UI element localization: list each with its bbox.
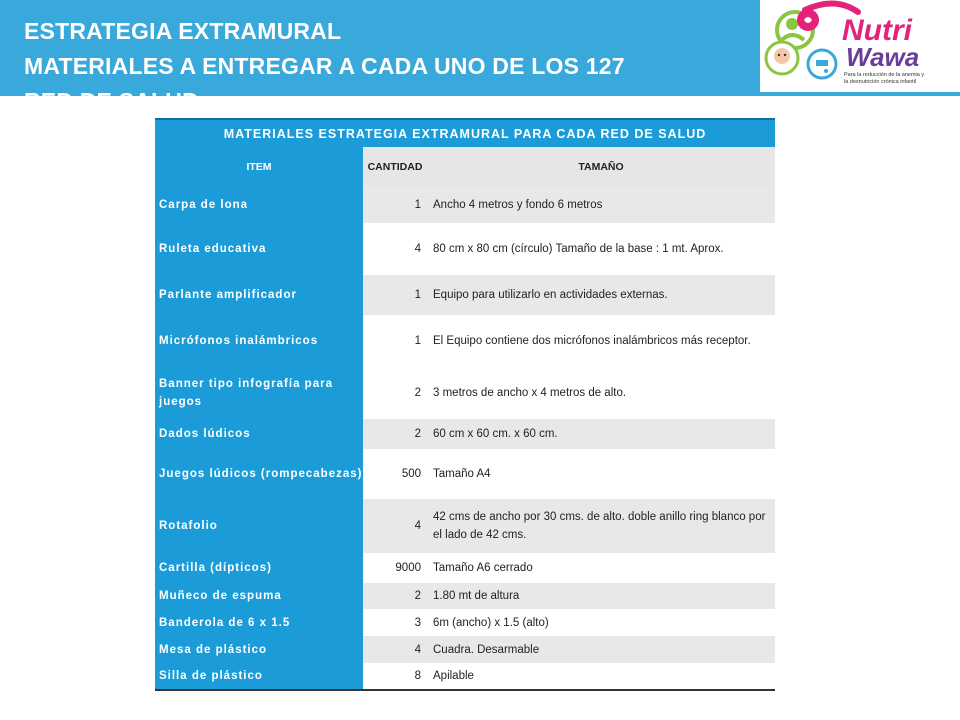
- table-row: [155, 315, 775, 367]
- row-size: 80 cm x 80 cm (círculo) Tamaño de la base : 1 mt. Aprox.: [427, 223, 775, 275]
- row-item: Banner tipo infografía para juegos: [155, 367, 363, 419]
- row-quantity: 2: [363, 583, 427, 609]
- row-quantity: 3: [363, 609, 427, 636]
- row-quantity: 500: [363, 449, 427, 499]
- row-quantity: 1: [363, 275, 427, 315]
- logo-tagline-2: la desnutrición crónica infantil: [844, 79, 917, 85]
- row-item: Ruleta educativa: [155, 223, 363, 275]
- row-item: Dados lúdicos: [155, 419, 363, 449]
- slide-title-line-2: MATERIALES A ENTREGAR A CADA UNO DE LOS 127: [24, 53, 625, 79]
- row-item: Rotafolio: [155, 499, 363, 553]
- row-quantity: 9000: [363, 553, 427, 583]
- row-item: Mesa de plástico: [155, 636, 363, 663]
- slide-title-line-1: ESTRATEGIA EXTRAMURAL: [24, 18, 342, 44]
- row-size: Apilable: [427, 663, 775, 690]
- logo-tagline-1: Para la reducción de la anemia y: [844, 72, 925, 78]
- row-size: Tamaño A6 cerrado: [427, 553, 775, 583]
- row-size: 3 metros de ancho x 4 metros de alto.: [427, 367, 775, 419]
- row-item: Banderola de 6 x 1.5: [155, 609, 363, 636]
- nutriwawa-logo: [760, 0, 960, 92]
- table-row: [155, 223, 775, 275]
- logo-brand-top: Nutri: [842, 14, 912, 47]
- row-size: Tamaño A4: [427, 449, 775, 499]
- table-row: [155, 275, 775, 315]
- row-item: Carpa de lona: [155, 187, 363, 223]
- row-quantity: 2: [363, 367, 427, 419]
- slide-header: [0, 0, 960, 114]
- table-row: [155, 367, 775, 419]
- row-quantity: 4: [363, 223, 427, 275]
- materials-table-container: [155, 118, 775, 691]
- table-row: [155, 636, 775, 663]
- materials-table: [155, 118, 775, 691]
- row-size: 42 cms de ancho por 30 cms. de alto. doble anillo ring blanco por el lado de 42 cms.: [427, 499, 775, 553]
- row-item: Parlante amplificador: [155, 275, 363, 315]
- header-item: ITEM: [155, 147, 363, 187]
- row-item: Muñeco de espuma: [155, 583, 363, 609]
- row-size: 60 cm x 60 cm. x 60 cm.: [427, 419, 775, 449]
- header-size: TAMAÑO: [427, 147, 775, 187]
- row-item: Cartilla (dípticos): [155, 553, 363, 583]
- row-quantity: 8: [363, 663, 427, 690]
- table-title: MATERIALES ESTRATEGIA EXTRAMURAL PARA CADA RED DE SALUD: [155, 119, 775, 147]
- row-item: Juegos lúdicos (rompecabezas): [155, 449, 363, 499]
- row-quantity: 1: [363, 315, 427, 367]
- row-size: Equipo para utilizarlo en actividades externas.: [427, 275, 775, 315]
- table-row: [155, 449, 775, 499]
- table-row: [155, 553, 775, 583]
- row-quantity: 2: [363, 419, 427, 449]
- table-title-row: [155, 119, 775, 147]
- row-quantity: 4: [363, 636, 427, 663]
- row-quantity: 1: [363, 187, 427, 223]
- row-quantity: 4: [363, 499, 427, 553]
- row-size: 6m (ancho) x 1.5 (alto): [427, 609, 775, 636]
- table-row: [155, 583, 775, 609]
- row-size: Ancho 4 metros y fondo 6 metros: [427, 187, 775, 223]
- table-row: [155, 419, 775, 449]
- row-size: El Equipo contiene dos micrófonos inalámbricos más receptor.: [427, 315, 775, 367]
- row-item: Silla de plástico: [155, 663, 363, 690]
- row-item: Micrófonos inalámbricos: [155, 315, 363, 367]
- nutriwawa-logo-graphic: [760, 0, 960, 92]
- logo-brand-bottom: Wawa: [846, 42, 920, 72]
- table-row: [155, 663, 775, 690]
- row-size: 1.80 mt de altura: [427, 583, 775, 609]
- table-row: [155, 609, 775, 636]
- table-row: [155, 499, 775, 553]
- row-size: Cuadra. Desarmable: [427, 636, 775, 663]
- slide-title-line-3: RED DE SALUD: [24, 88, 199, 114]
- table-header-row: [155, 147, 775, 187]
- header-quantity: CANTIDAD: [363, 147, 427, 187]
- table-row: [155, 187, 775, 223]
